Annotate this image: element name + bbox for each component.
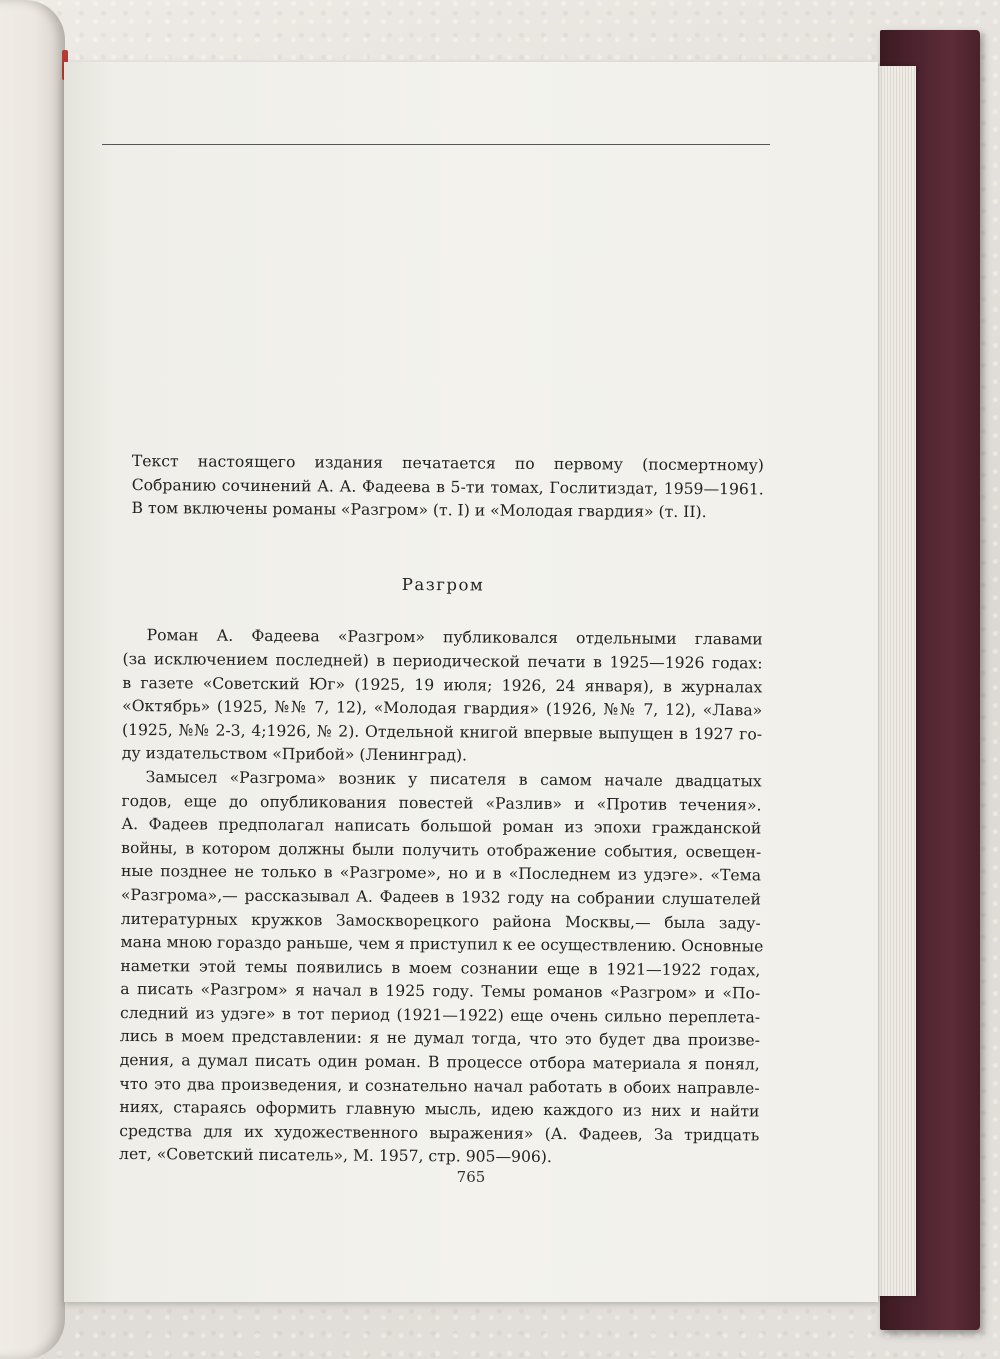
intro-line: Собранию сочинений А. А. Фадеева в 5-ти томах, Гослитиздат, 1959—1961. [131, 475, 764, 499]
section-heading: Разгром [401, 574, 485, 595]
text-line: годов, еще до опубликования повестей «Разлив» и «Против течения». [121, 791, 762, 814]
text-line: лет, «Советский писатель», М. 1957, стр. 905—906). [119, 1145, 552, 1167]
text-line: мана мною гораздо раньше, чем я приступил к ее осуществлению. Основные [120, 933, 764, 956]
text-line: литературных кружков Замоскворецкого района Москвы,— была заду- [120, 909, 761, 932]
book-page [64, 62, 878, 1302]
text-line: средства для их художественного выражения» (А. Фадеев, За тридцать [119, 1121, 760, 1145]
text-line: ду издательством «Прибой» (Ленинград). [121, 744, 468, 765]
text-line: лись в моем представлении: я не думал тогда, что это будет два произве- [119, 1027, 760, 1050]
text-line: следний из удэге» в тот период (1921—1922) еще очень сильно переплета- [120, 1003, 761, 1027]
text-line: войны, в котором должны были получить отображение события, освещен- [121, 838, 762, 862]
text-line: Роман А. Фадеева «Разгром» публиковался отдельными главами [146, 626, 763, 649]
paragraph-publication [122, 624, 763, 770]
header-rule [102, 144, 770, 145]
page-number: 765 [456, 1168, 486, 1186]
intro-paragraph [132, 450, 764, 525]
paragraph-conception [119, 766, 762, 1172]
left-page-edge [0, 0, 65, 1359]
text-line: (1925, №№ 2-3, 4;1926, № 2). Отдельной книгой впервые выпущен в 1927 го- [121, 720, 763, 744]
text-line: а писать «Разгром» я начал в 1925 году. Темы романов «Разгром» и «По- [120, 980, 761, 1003]
text-line: ные позднее не только в «Разгроме», но и в «Последнем из удэге». «Тема [120, 862, 762, 885]
text-line: А. Фадеев предполагал написать большой роман из эпохи гражданской [121, 815, 762, 838]
intro-line: В том включены романы «Разгром» (т. I) и «Молодая гвардия» (т. II). [131, 499, 707, 522]
text-line: что это два произведения, и сознательно начал работать в обоих направле- [119, 1074, 760, 1098]
text-line: «Разгрома»,— рассказывал А. Фадеев в 1932 году на собрании слушателей [120, 885, 761, 909]
text-line: «Октябрь» (1925, №№ 7, 12), «Молодая гвардия» (1926, №№ 7, 12), «Лава» [122, 697, 763, 720]
page-content [119, 450, 764, 1171]
text-line: ниях, стараясь оформить главную мысль, идею каждого из них и найти [119, 1098, 760, 1121]
intro-line: Текст настоящего издания печатается по первому (посмертному) [131, 452, 764, 475]
text-line: наметки этой темы появились в моем сознании еще в 1921—1922 годах, [120, 956, 761, 980]
text-line: дения, а думал писать один роман. В процессе отбора материала я понял, [119, 1051, 760, 1074]
text-line: Замысел «Разгрома» возник у писателя в самом начале двадцатых [145, 768, 762, 791]
text-line: (за исключением последней) в периодической печати в 1925—1926 годах: [122, 649, 763, 673]
text-line: в газете «Советский Юг» (1925, 19 июля; 1926, 24 января), в журналах [122, 673, 763, 697]
